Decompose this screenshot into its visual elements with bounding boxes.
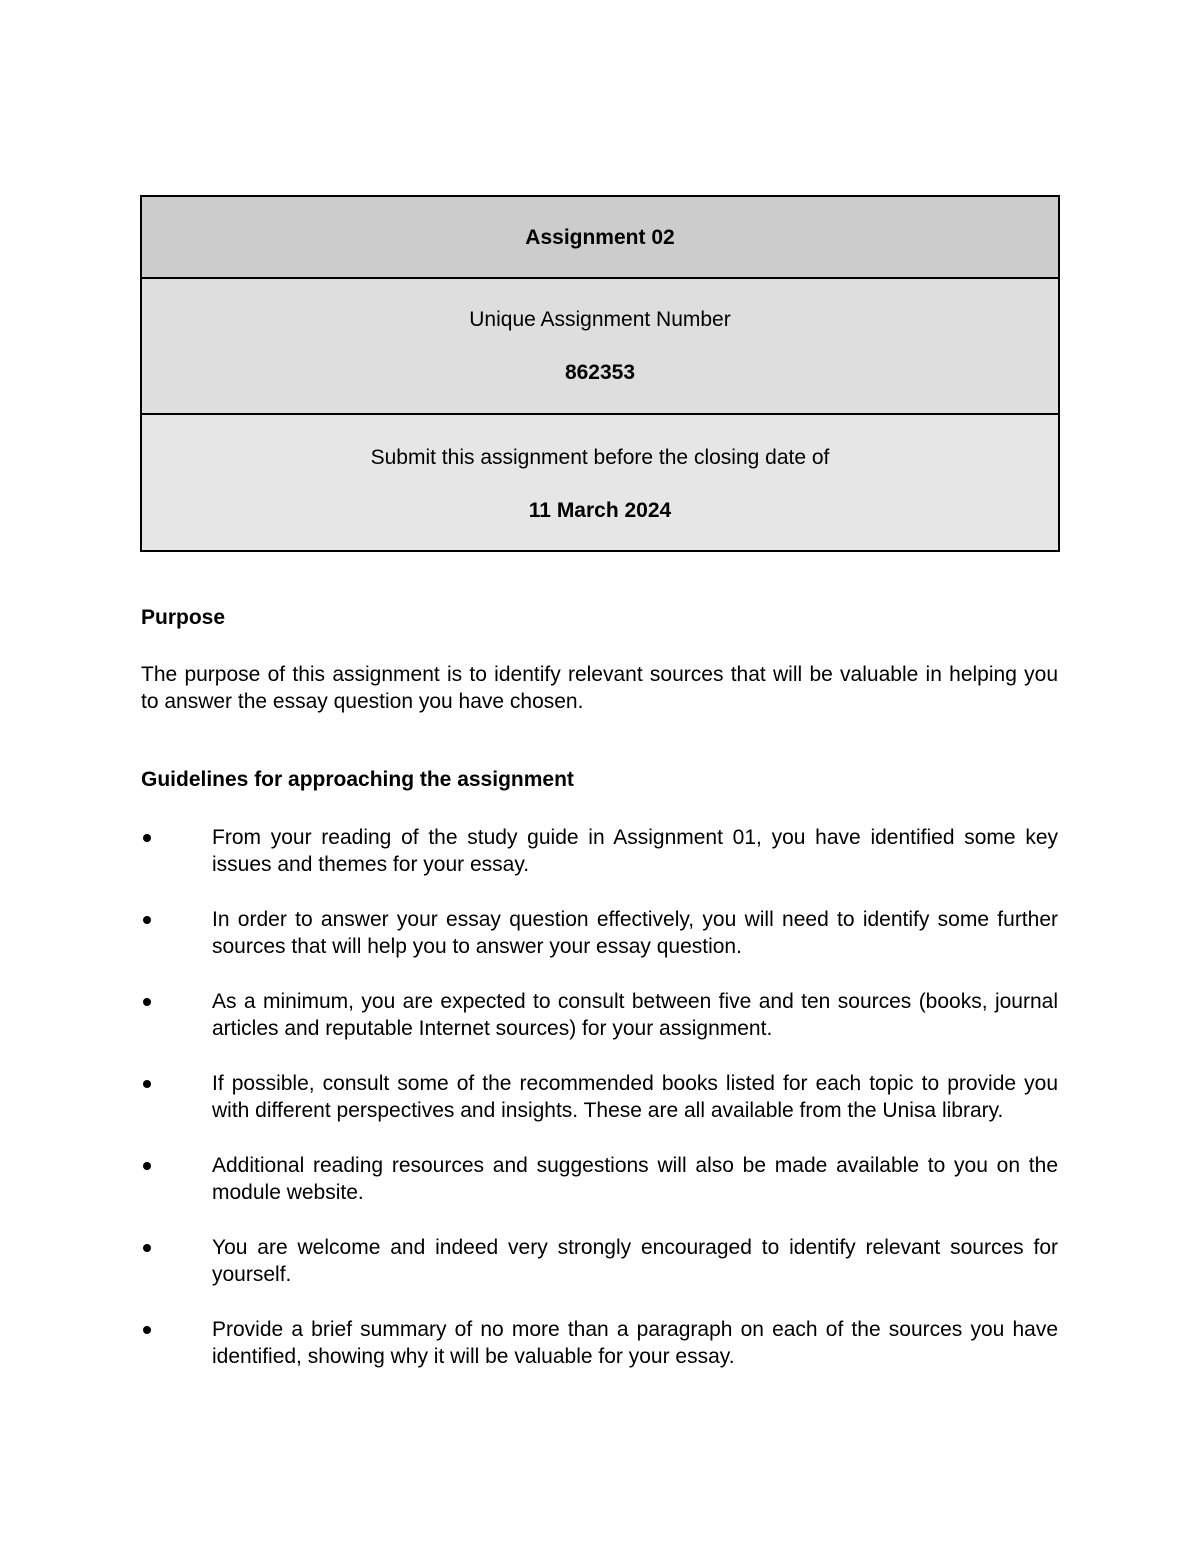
unique-number-value: 862353 bbox=[564, 361, 636, 384]
closing-date-section bbox=[142, 415, 1058, 550]
list-item bbox=[141, 1070, 1058, 1124]
submit-instruction: Submit this assignment before the closing date of bbox=[370, 446, 830, 469]
unique-number-label: Unique Assignment Number bbox=[469, 308, 731, 331]
guidelines-list bbox=[141, 824, 1058, 1398]
closing-date: 11 March 2024 bbox=[528, 499, 672, 522]
list-item-text: If possible, consult some of the recommended books listed for each topic to provide you with different perspectives and insights. These are all available from the Unisa library. bbox=[212, 1072, 1058, 1122]
bullet-icon bbox=[143, 834, 151, 842]
bullet-icon bbox=[143, 1326, 151, 1334]
list-item-text: From your reading of the study guide in Assignment 01, you have identified some key issues and themes for your essay. bbox=[212, 826, 1058, 876]
unique-number-section bbox=[142, 279, 1058, 415]
guidelines-heading: Guidelines for approaching the assignment bbox=[141, 768, 574, 791]
purpose-text: The purpose of this assignment is to identify relevant sources that will be valuable in helping you to answer the essay question you have chosen. bbox=[141, 663, 1058, 713]
list-item bbox=[141, 906, 1058, 960]
bullet-icon bbox=[143, 1244, 151, 1252]
list-item bbox=[141, 1316, 1058, 1370]
list-item-text: Additional reading resources and suggestions will also be made available to you on the module website. bbox=[212, 1154, 1058, 1204]
bullet-icon bbox=[143, 1162, 151, 1170]
bullet-icon bbox=[143, 1080, 151, 1088]
purpose-heading: Purpose bbox=[141, 606, 226, 629]
list-item bbox=[141, 1234, 1058, 1288]
list-item bbox=[141, 1152, 1058, 1206]
list-item-text: Provide a brief summary of no more than a paragraph on each of the sources you have identified, showing why it will be valuable for your essay. bbox=[212, 1318, 1058, 1368]
list-item-text: In order to answer your essay question effectively, you will need to identify some further sources that will help you to answer your essay question. bbox=[212, 908, 1058, 958]
list-item-text: You are welcome and indeed very strongly encouraged to identify relevant sources for yourself. bbox=[212, 1236, 1058, 1286]
assignment-info-box bbox=[140, 195, 1060, 552]
list-item bbox=[141, 988, 1058, 1042]
list-item bbox=[141, 824, 1058, 878]
assignment-title: Assignment 02 bbox=[142, 197, 1058, 279]
bullet-icon bbox=[143, 998, 151, 1006]
bullet-icon bbox=[143, 916, 151, 924]
list-item-text: As a minimum, you are expected to consult between five and ten sources (books, journal articles and reputable Internet sources) for your assignment. bbox=[212, 990, 1058, 1040]
